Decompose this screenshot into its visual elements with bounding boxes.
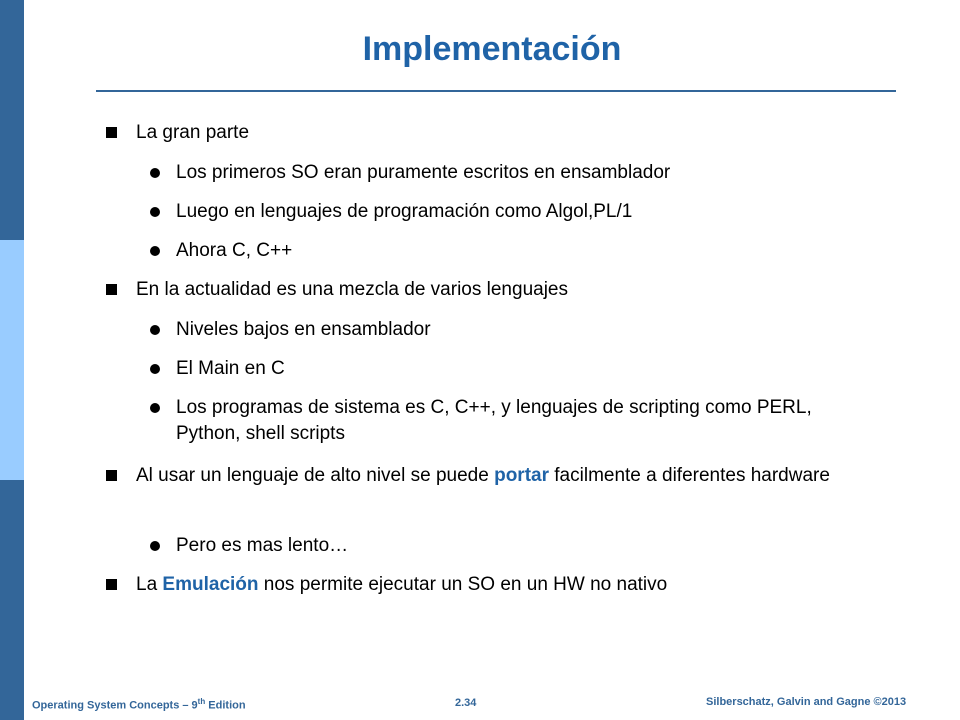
bullet-text-part: facilmente a diferentes hardware (549, 465, 830, 486)
bullet-text-portar (136, 463, 836, 489)
round-bullet-icon (150, 207, 160, 217)
round-bullet-icon (150, 246, 160, 256)
bullet-text-part: nos permite ejecutar un SO en un HW no nativo (258, 574, 668, 595)
sub-bullet-text: El Main en C (176, 358, 285, 379)
round-bullet-icon (150, 403, 160, 413)
footer-text: Operating System Concepts – 9 (32, 699, 198, 712)
sub-bullet-text: Los programas de sistema es C, C++, y lenguajes de scripting como PERL, Python, shell scripts (176, 397, 812, 444)
sub-bullet-text: Ahora C, C++ (176, 240, 293, 261)
highlight-emulacion: Emulación (162, 574, 259, 595)
square-bullet-icon (106, 470, 117, 481)
bullet-text-part: Al usar un lenguaje de alto nivel se puede (136, 465, 495, 486)
highlight-portar: portar (494, 465, 549, 486)
square-bullet-icon (106, 579, 117, 590)
square-bullet-icon (106, 127, 117, 138)
footer-text: Edition (205, 699, 246, 712)
footer-book-title (32, 697, 246, 712)
sub-bullet-text: Pero es mas lento… (176, 535, 349, 556)
footer-superscript: th (197, 697, 206, 706)
round-bullet-icon (150, 364, 160, 374)
slide-number: 2.34 (455, 697, 477, 709)
slide-title: Implementación (362, 30, 622, 68)
bullet-text: En la actualidad es una mezcla de varios lenguajes (136, 279, 568, 300)
sub-bullet-text: Luego en lenguajes de programación como Algol,PL/1 (176, 201, 633, 222)
sub-bullet-text: Niveles bajos en ensamblador (176, 319, 431, 340)
round-bullet-icon (150, 541, 160, 551)
bullet-text: La gran parte (136, 122, 250, 143)
round-bullet-icon (150, 168, 160, 178)
footer-authors: Silberschatz, Galvin and Gagne ©2013 (706, 696, 907, 708)
sub-bullet-text: Los primeros SO eran puramente escritos en ensamblador (176, 162, 671, 183)
round-bullet-icon (150, 325, 160, 335)
square-bullet-icon (106, 284, 117, 295)
bullet-text-part: La (136, 574, 163, 595)
bullet-text-emulacion (136, 572, 866, 598)
